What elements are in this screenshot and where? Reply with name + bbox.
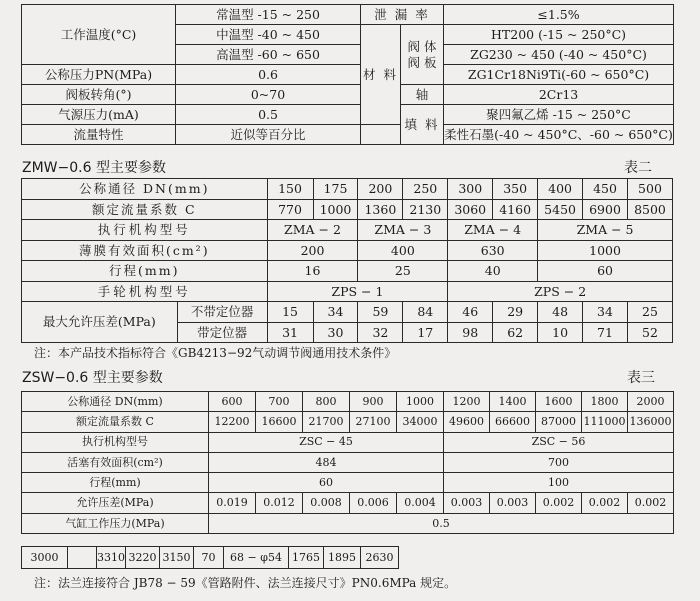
zsw-dp-cell: 0.002 [628, 493, 674, 513]
zsw-dn-cell: 600 [209, 392, 256, 412]
zsw-stroke-cell: 60 [209, 473, 444, 493]
dimension-cell: 3000 [22, 547, 68, 569]
zmw-dn-label: 公称通径 DN(mm) [22, 179, 268, 200]
zsw-dn-cell: 1800 [582, 392, 628, 412]
zmw-area-cell: 1000 [538, 240, 673, 261]
zsw-dn-cell: 800 [303, 392, 350, 412]
temp-normal: 常温型 -15 ~ 250 [176, 5, 361, 25]
flow-value: 近似等百分比 [176, 125, 361, 145]
zmw-withpos-cell: 62 [493, 322, 538, 343]
zsw-stroke-row [22, 473, 674, 493]
dimension-cell: 1895 [324, 547, 361, 569]
zsw-cylinder-row [22, 513, 674, 533]
zmw-dn-cell: 300 [448, 179, 493, 200]
zsw-cv-cell: 87000 [536, 412, 582, 432]
dimension-row [22, 547, 399, 569]
zsw-cv-cell: 66600 [490, 412, 536, 432]
zmw-nopos-cell: 46 [448, 302, 493, 323]
zmw-nopos-cell: 34 [583, 302, 628, 323]
zsw-dp-cell: 0.004 [397, 493, 444, 513]
zsw-stroke-cell: 100 [444, 473, 674, 493]
zsw-dp-cell: 0.002 [582, 493, 628, 513]
zsw-cv-cell: 21700 [303, 412, 350, 432]
zmw-stroke-label: 行程(mm) [22, 261, 268, 282]
zsw-cylinder-label: 气缸工作压力(MPa) [22, 513, 209, 533]
zmw-area-cell: 200 [267, 240, 358, 261]
leak-label: 泄 漏 率 [361, 5, 444, 25]
zmw-note: 注：本产品技术指标符合《GB4213−92气动调节阀通用技术条件》 [34, 346, 397, 360]
zmw-nopos-cell: 48 [538, 302, 583, 323]
zmw-withpos-label: 带定位器 [177, 322, 267, 343]
zsw-dp-cell: 0.002 [536, 493, 582, 513]
zmw-cv-cell: 1360 [358, 199, 403, 220]
zsw-title: ZSW−0.6 型主要参数 [22, 370, 163, 386]
dimension-cell: 3220 [126, 547, 160, 569]
zmw-nopos-cell: 29 [493, 302, 538, 323]
zmw-dn-cell: 450 [583, 179, 628, 200]
packing-value-1: 聚四氟乙烯 -15 ~ 250°C [444, 105, 674, 125]
zmw-handwheel-cell: ZPS − 1 [267, 281, 448, 302]
flow-label: 流量特性 [22, 125, 176, 145]
zsw-dn-cell: 2000 [628, 392, 674, 412]
zsw-table-no: 表三 [627, 370, 655, 386]
material-blank [361, 125, 401, 145]
zsw-cv-cell: 111000 [582, 412, 628, 432]
zmw-nopos-row [22, 302, 673, 323]
dimension-cell: 2630 [361, 547, 399, 569]
zsw-cv-cell: 136000 [628, 412, 674, 432]
dimension-fragment-table [21, 546, 399, 569]
zsw-actuator-label: 执行机构型号 [22, 432, 209, 452]
dimension-cell-blank [68, 547, 97, 569]
zmw-stroke-cell: 16 [267, 261, 358, 282]
zsw-dn-cell: 700 [256, 392, 303, 412]
zsw-dp-cell: 0.019 [209, 493, 256, 513]
zmw-actuator-cell: ZMA − 4 [448, 220, 538, 241]
pressure-label: 公称压力PN(MPa) [22, 65, 176, 85]
zmw-handwheel-label: 手轮机构型号 [22, 281, 268, 302]
leak-value: ≤1.5% [444, 5, 674, 25]
zmw-nopos-label: 不带定位器 [177, 302, 267, 323]
zmw-nopos-cell: 84 [403, 302, 448, 323]
zsw-param-table [21, 391, 674, 534]
packing-label: 填 料 [401, 105, 444, 145]
zmw-nopos-cell: 25 [627, 302, 672, 323]
zmw-cv-cell: 3060 [448, 199, 493, 220]
zmw-area-row [22, 240, 673, 261]
zmw-cv-label: 额定流量系数 C [22, 199, 268, 220]
zsw-dn-cell: 1600 [536, 392, 582, 412]
zmw-handwheel-row [22, 281, 673, 302]
zsw-dn-label: 公称通径 DN(mm) [22, 392, 209, 412]
zmw-withpos-cell: 10 [538, 322, 583, 343]
zmw-cv-cell: 2130 [403, 199, 448, 220]
zmw-dn-cell: 175 [313, 179, 358, 200]
zsw-cv-cell: 49600 [444, 412, 490, 432]
zmw-cv-cell: 8500 [627, 199, 672, 220]
shaft-value: 2Cr13 [444, 85, 674, 105]
zsw-piston-label: 活塞有效面积(cm²) [22, 452, 209, 472]
zmw-stroke-cell: 40 [448, 261, 538, 282]
zmw-cv-cell: 4160 [493, 199, 538, 220]
zsw-dp-cell: 0.008 [303, 493, 350, 513]
zmw-actuator-cell: ZMA − 2 [267, 220, 358, 241]
zmw-cv-row [22, 199, 673, 220]
zmw-withpos-cell: 30 [313, 322, 358, 343]
zmw-area-cell: 400 [358, 240, 448, 261]
zmw-param-table [21, 178, 673, 343]
material-spec-table [21, 4, 674, 145]
zsw-dp-row [22, 493, 674, 513]
zmw-stroke-cell: 60 [538, 261, 673, 282]
zsw-dp-cell: 0.006 [350, 493, 397, 513]
zmw-dn-cell: 400 [538, 179, 583, 200]
zmw-handwheel-cell: ZPS − 2 [448, 281, 673, 302]
zsw-dp-cell: 0.003 [490, 493, 536, 513]
zmw-dn-cell: 350 [493, 179, 538, 200]
zmw-maxdp-label: 最大允许压差(MPa) [22, 302, 178, 343]
zsw-actuator-cell: ZSC − 45 [209, 432, 444, 452]
zmw-title: ZMW−0.6 型主要参数 [22, 160, 166, 176]
zsw-cylinder-value: 0.5 [209, 513, 674, 533]
zsw-stroke-label: 行程(mm) [22, 473, 209, 493]
zsw-actuator-row [22, 432, 674, 452]
temp-medium: 中温型 -40 ~ 450 [176, 25, 361, 45]
zsw-dn-cell: 900 [350, 392, 397, 412]
zsw-cv-label: 额定流量系数 C [22, 412, 209, 432]
temp-high: 高温型 -60 ~ 650 [176, 45, 361, 65]
zmw-area-label: 薄膜有效面积(cm²) [22, 240, 268, 261]
zmw-actuator-cell: ZMA − 5 [538, 220, 673, 241]
zmw-table-no: 表二 [624, 160, 652, 176]
dimension-cell: 70 [194, 547, 224, 569]
zmw-withpos-cell: 17 [403, 322, 448, 343]
zmw-withpos-cell: 98 [448, 322, 493, 343]
zsw-dp-cell: 0.003 [444, 493, 490, 513]
zsw-dn-row [22, 392, 674, 412]
zmw-dn-cell: 150 [267, 179, 313, 200]
zmw-withpos-cell: 71 [583, 322, 628, 343]
dimension-cell: 3310 [97, 547, 126, 569]
zmw-dn-cell: 500 [627, 179, 672, 200]
air-label: 气源压力(mA) [22, 105, 176, 125]
zmw-nopos-cell: 15 [267, 302, 313, 323]
valve-label: 阀 体 阀 板 [401, 25, 444, 85]
zmw-nopos-cell: 34 [313, 302, 358, 323]
dimension-cell: 3150 [160, 547, 194, 569]
shaft-label: 轴 [401, 85, 444, 105]
zmw-withpos-cell: 31 [267, 322, 313, 343]
zsw-cv-cell: 16600 [256, 412, 303, 432]
zmw-cv-cell: 5450 [538, 199, 583, 220]
zsw-cv-row [22, 412, 674, 432]
zmw-withpos-cell: 32 [358, 322, 403, 343]
zmw-cv-cell: 770 [267, 199, 313, 220]
zmw-cv-cell: 6900 [583, 199, 628, 220]
zmw-area-cell: 630 [448, 240, 538, 261]
zmw-dn-row [22, 179, 673, 200]
zsw-cv-cell: 27100 [350, 412, 397, 432]
zmw-dn-cell: 200 [358, 179, 403, 200]
zmw-actuator-label: 执行机构型号 [22, 220, 268, 241]
zsw-dp-label: 允许压差(MPa) [22, 493, 209, 513]
zsw-dp-cell: 0.012 [256, 493, 303, 513]
valve-value-3: ZG1Cr18Ni9Ti(-60 ~ 650°C) [444, 65, 674, 85]
zsw-actuator-cell: ZSC − 56 [444, 432, 674, 452]
valve-value-2: ZG230 ~ 450 (-40 ~ 450°C) [444, 45, 674, 65]
zsw-cv-cell: 34000 [397, 412, 444, 432]
zsw-piston-row [22, 452, 674, 472]
zmw-actuator-cell: ZMA − 3 [358, 220, 448, 241]
zmw-cv-cell: 1000 [313, 199, 358, 220]
angle-label: 阀板转角(°) [22, 85, 176, 105]
dimension-cell: 1765 [289, 547, 324, 569]
pressure-value: 0.6 [176, 65, 361, 85]
zsw-dn-cell: 1200 [444, 392, 490, 412]
zmw-actuator-row [22, 220, 673, 241]
zmw-stroke-cell: 25 [358, 261, 448, 282]
zmw-withpos-cell: 52 [627, 322, 672, 343]
dimension-cell: 68 − φ54 [224, 547, 289, 569]
material-label: 材 料 [361, 25, 401, 125]
zmw-stroke-row [22, 261, 673, 282]
temp-label: 工作温度(°C) [22, 5, 176, 65]
zsw-dn-cell: 1000 [397, 392, 444, 412]
zsw-cv-cell: 12200 [209, 412, 256, 432]
zmw-nopos-cell: 59 [358, 302, 403, 323]
valve-value-1: HT200 (-15 ~ 250°C) [444, 25, 674, 45]
zsw-dn-cell: 1400 [490, 392, 536, 412]
zsw-piston-cell: 484 [209, 452, 444, 472]
air-value: 0.5 [176, 105, 361, 125]
angle-value: 0~70 [176, 85, 361, 105]
zsw-piston-cell: 700 [444, 452, 674, 472]
zmw-dn-cell: 250 [403, 179, 448, 200]
footer-note: 注：法兰连接符合 JB78 − 59《管路附件、法兰连接尺寸》PN0.6MPa 规定。 [34, 576, 457, 590]
packing-value-2: 柔性石墨(-40 ~ 450°C、-60 ~ 650°C) [444, 125, 674, 145]
